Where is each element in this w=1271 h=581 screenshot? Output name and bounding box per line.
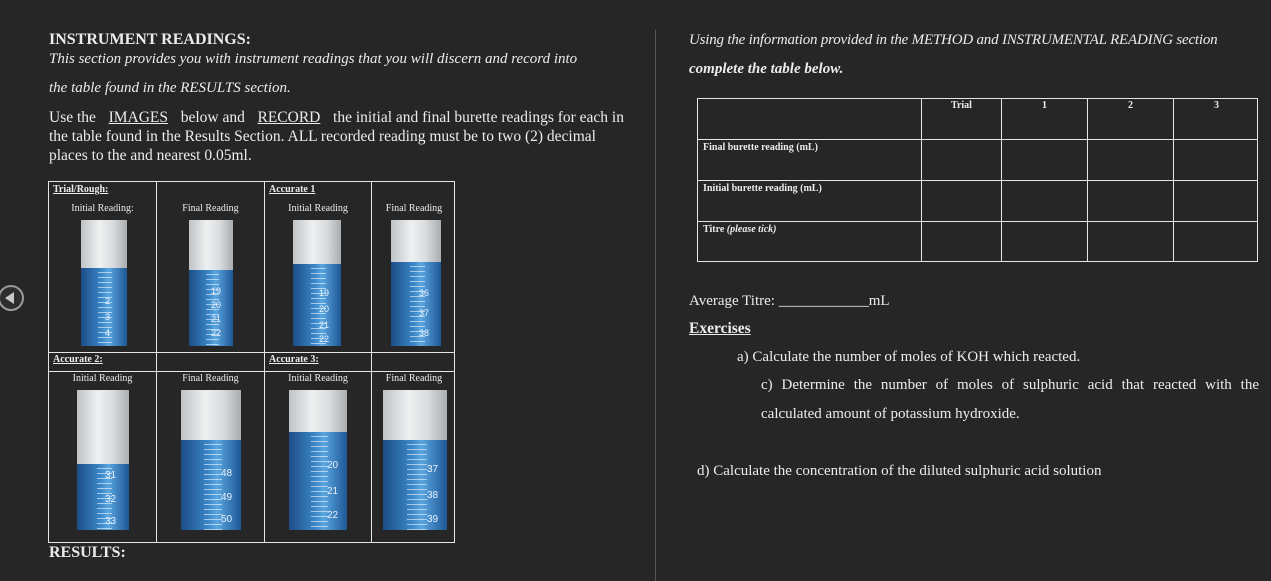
graduation-tick bbox=[410, 281, 425, 282]
instr-below: below and bbox=[180, 109, 245, 126]
graduation-tick bbox=[98, 272, 112, 273]
instr-record: RECORD bbox=[257, 109, 321, 126]
graduation-tick bbox=[311, 501, 328, 502]
graduation-tick bbox=[206, 284, 219, 285]
graduation-tick bbox=[311, 526, 328, 527]
col-header-3: 3 bbox=[1214, 100, 1219, 111]
graduation-tick bbox=[204, 449, 222, 450]
instr-images: IMAGES bbox=[108, 109, 169, 126]
graduation-tick bbox=[407, 464, 426, 465]
graduation-tick bbox=[204, 464, 222, 465]
graduation-tick bbox=[98, 307, 112, 308]
graduation-tick bbox=[410, 301, 425, 302]
burette-photo-acc2-initial: 31 32 33 bbox=[77, 390, 129, 530]
graduation-tick bbox=[311, 456, 328, 457]
graduation-tick bbox=[311, 298, 325, 299]
acc3-final-label: Final Reading bbox=[385, 373, 443, 384]
graduation-tick bbox=[311, 268, 325, 269]
exercise-c-line-2: calculated amount of potassium hydroxide. bbox=[761, 406, 1020, 422]
burette-image-grid bbox=[48, 181, 455, 543]
burette-photo-trial-initial: 2 3 4 bbox=[81, 220, 127, 346]
row-initial-burette: Initial burette reading (mL) bbox=[703, 183, 822, 194]
graduation-tick bbox=[97, 488, 113, 489]
graduation-tick bbox=[407, 454, 426, 455]
graduation-tick bbox=[311, 491, 328, 492]
exercises-heading: Exercises bbox=[689, 320, 751, 337]
burette-photo-acc1-final: 36 37 38 bbox=[391, 220, 441, 346]
graduation-tick bbox=[407, 519, 426, 520]
acc1-initial-label: Initial Reading bbox=[288, 203, 348, 214]
graduation-tick bbox=[410, 321, 425, 322]
col-header-1: 1 bbox=[1042, 100, 1047, 111]
col-header-trial: Trial bbox=[951, 100, 972, 111]
graduation-tick bbox=[204, 474, 222, 475]
graduation-tick bbox=[410, 266, 425, 267]
trial-final-label: Final Reading bbox=[182, 203, 239, 214]
page-divider bbox=[655, 30, 656, 581]
accurate-2-label: Accurate 2: bbox=[53, 354, 103, 365]
acc3-initial-label: Initial Reading bbox=[288, 373, 348, 384]
graduation-tick bbox=[407, 489, 426, 490]
graduation-tick bbox=[410, 286, 425, 287]
graduation-tick bbox=[204, 529, 222, 530]
average-titre-blank[interactable]: ____________ bbox=[778, 293, 869, 309]
row-titre bbox=[703, 224, 777, 235]
instrument-readings-heading: INSTRUMENT READINGS: bbox=[49, 31, 251, 48]
graduation-tick bbox=[204, 504, 222, 505]
previous-page-icon[interactable] bbox=[0, 285, 24, 311]
graduation-tick bbox=[407, 514, 426, 515]
graduation-tick bbox=[204, 499, 222, 500]
intro-line-2: the table found in the RESULTS section. bbox=[49, 80, 291, 96]
graduation-tick bbox=[311, 511, 328, 512]
intro-line-1: This section provides you with instrument readings that you will discern and record into bbox=[49, 51, 578, 67]
graduation-tick bbox=[311, 441, 328, 442]
trial-initial-label: Initial Reading: bbox=[71, 203, 134, 214]
average-titre bbox=[689, 293, 890, 310]
graduation-tick bbox=[407, 524, 426, 525]
graduation-tick bbox=[407, 479, 426, 480]
graduation-tick bbox=[204, 479, 222, 480]
graduation-tick bbox=[204, 454, 222, 455]
graduation-tick bbox=[204, 519, 222, 520]
accurate-1-label: Accurate 1 bbox=[269, 184, 316, 195]
graduation-tick bbox=[407, 484, 426, 485]
graduation-tick bbox=[311, 521, 328, 522]
graduation-tick bbox=[407, 509, 426, 510]
graduation-tick bbox=[311, 496, 328, 497]
burette-photo-acc2-final: 48 49 50 bbox=[181, 390, 241, 530]
graduation-tick bbox=[311, 283, 325, 284]
row-titre-label: Titre bbox=[703, 224, 725, 235]
graduation-tick bbox=[97, 508, 113, 509]
graduation-tick bbox=[311, 318, 325, 319]
instr-use: Use the bbox=[49, 109, 96, 126]
acc2-final-label: Final Reading bbox=[182, 373, 239, 384]
exercise-d: d) Calculate the concentration of the diluted sulphuric acid solution bbox=[697, 463, 1102, 479]
average-titre-unit: mL bbox=[868, 293, 890, 309]
col-header-2: 2 bbox=[1128, 100, 1133, 111]
instruction-paragraph bbox=[49, 108, 624, 165]
graduation-tick bbox=[407, 499, 426, 500]
graduation-tick bbox=[206, 344, 219, 345]
trial-rough-label: Trial/Rough: bbox=[53, 184, 109, 195]
graduation-tick bbox=[311, 506, 328, 507]
burette-photo-acc1-initial: 19 20 21 22 bbox=[293, 220, 341, 346]
acc2-initial-label: Initial Reading bbox=[72, 373, 133, 384]
graduation-tick bbox=[407, 494, 426, 495]
graduation-tick bbox=[204, 494, 222, 495]
exercise-a: a) Calculate the number of moles of KOH which reacted. bbox=[737, 349, 1081, 365]
graduation-tick bbox=[311, 278, 325, 279]
graduation-tick bbox=[311, 481, 328, 482]
graduation-tick bbox=[311, 476, 328, 477]
results-table bbox=[697, 98, 1258, 262]
graduation-tick bbox=[311, 461, 328, 462]
graduation-tick bbox=[204, 489, 222, 490]
graduation-tick bbox=[98, 292, 112, 293]
graduation-tick bbox=[98, 282, 112, 283]
graduation-tick bbox=[410, 341, 425, 342]
graduation-tick bbox=[206, 274, 219, 275]
graduation-tick bbox=[407, 504, 426, 505]
average-titre-label: Average Titre: bbox=[689, 293, 775, 309]
graduation-tick bbox=[204, 444, 222, 445]
instr-rest: the initial and final burette readings for each in bbox=[333, 109, 624, 126]
graduation-tick bbox=[97, 468, 113, 469]
graduation-tick bbox=[311, 273, 325, 274]
graduation-tick bbox=[311, 486, 328, 487]
graduation-tick bbox=[311, 451, 328, 452]
graduation-tick bbox=[311, 471, 328, 472]
graduation-tick bbox=[206, 279, 219, 280]
graduation-tick bbox=[407, 444, 426, 445]
graduation-tick bbox=[206, 324, 219, 325]
graduation-tick bbox=[410, 276, 425, 277]
right-instruction-line-1: Using the information provided in the METHOD and INSTRUMENTAL READING section bbox=[689, 32, 1218, 48]
graduation-tick bbox=[311, 446, 328, 447]
graduation-tick bbox=[97, 528, 113, 529]
graduation-tick bbox=[204, 524, 222, 525]
graduation-tick bbox=[407, 529, 426, 530]
instr-line-3: places to the and nearest 0.05ml. bbox=[49, 147, 252, 164]
instr-line-2: the table found in the Results Section. ALL recorded reading must be to two (2) decimal bbox=[49, 128, 596, 145]
graduation-tick bbox=[98, 342, 112, 343]
acc1-final-label: Final Reading bbox=[385, 203, 443, 214]
graduation-tick bbox=[311, 516, 328, 517]
graduation-tick bbox=[407, 459, 426, 460]
results-heading: RESULTS: bbox=[49, 544, 126, 561]
graduation-tick bbox=[407, 469, 426, 470]
graduation-tick bbox=[98, 277, 112, 278]
burette-photo-trial-final: 19 20 21 22 bbox=[189, 220, 233, 346]
exercise-c-line-1: c) Determine the number of moles of sulphuric acid that reacted with the bbox=[761, 377, 1259, 393]
graduation-tick bbox=[410, 306, 425, 307]
graduation-tick bbox=[97, 513, 113, 514]
graduation-tick bbox=[311, 466, 328, 467]
graduation-tick bbox=[98, 322, 112, 323]
graduation-tick bbox=[407, 449, 426, 450]
graduation-tick bbox=[410, 271, 425, 272]
graduation-tick bbox=[97, 483, 113, 484]
graduation-tick bbox=[98, 287, 112, 288]
row-titre-note: (please tick) bbox=[726, 224, 777, 235]
graduation-tick bbox=[407, 474, 426, 475]
graduation-tick bbox=[204, 514, 222, 515]
burette-photo-acc3-final: 37 38 39 bbox=[383, 390, 447, 530]
accurate-3-label: Accurate 3: bbox=[269, 354, 319, 365]
row-final-burette: Final burette reading (mL) bbox=[703, 142, 818, 153]
graduation-tick bbox=[311, 436, 328, 437]
graduation-tick bbox=[206, 339, 219, 340]
graduation-tick bbox=[204, 469, 222, 470]
graduation-tick bbox=[204, 509, 222, 510]
graduation-tick bbox=[204, 459, 222, 460]
burette-photo-acc3-initial: 20 21 22 bbox=[289, 390, 347, 530]
graduation-tick bbox=[410, 326, 425, 327]
graduation-tick bbox=[204, 484, 222, 485]
right-instruction-line-2: complete the table below. bbox=[689, 61, 844, 77]
